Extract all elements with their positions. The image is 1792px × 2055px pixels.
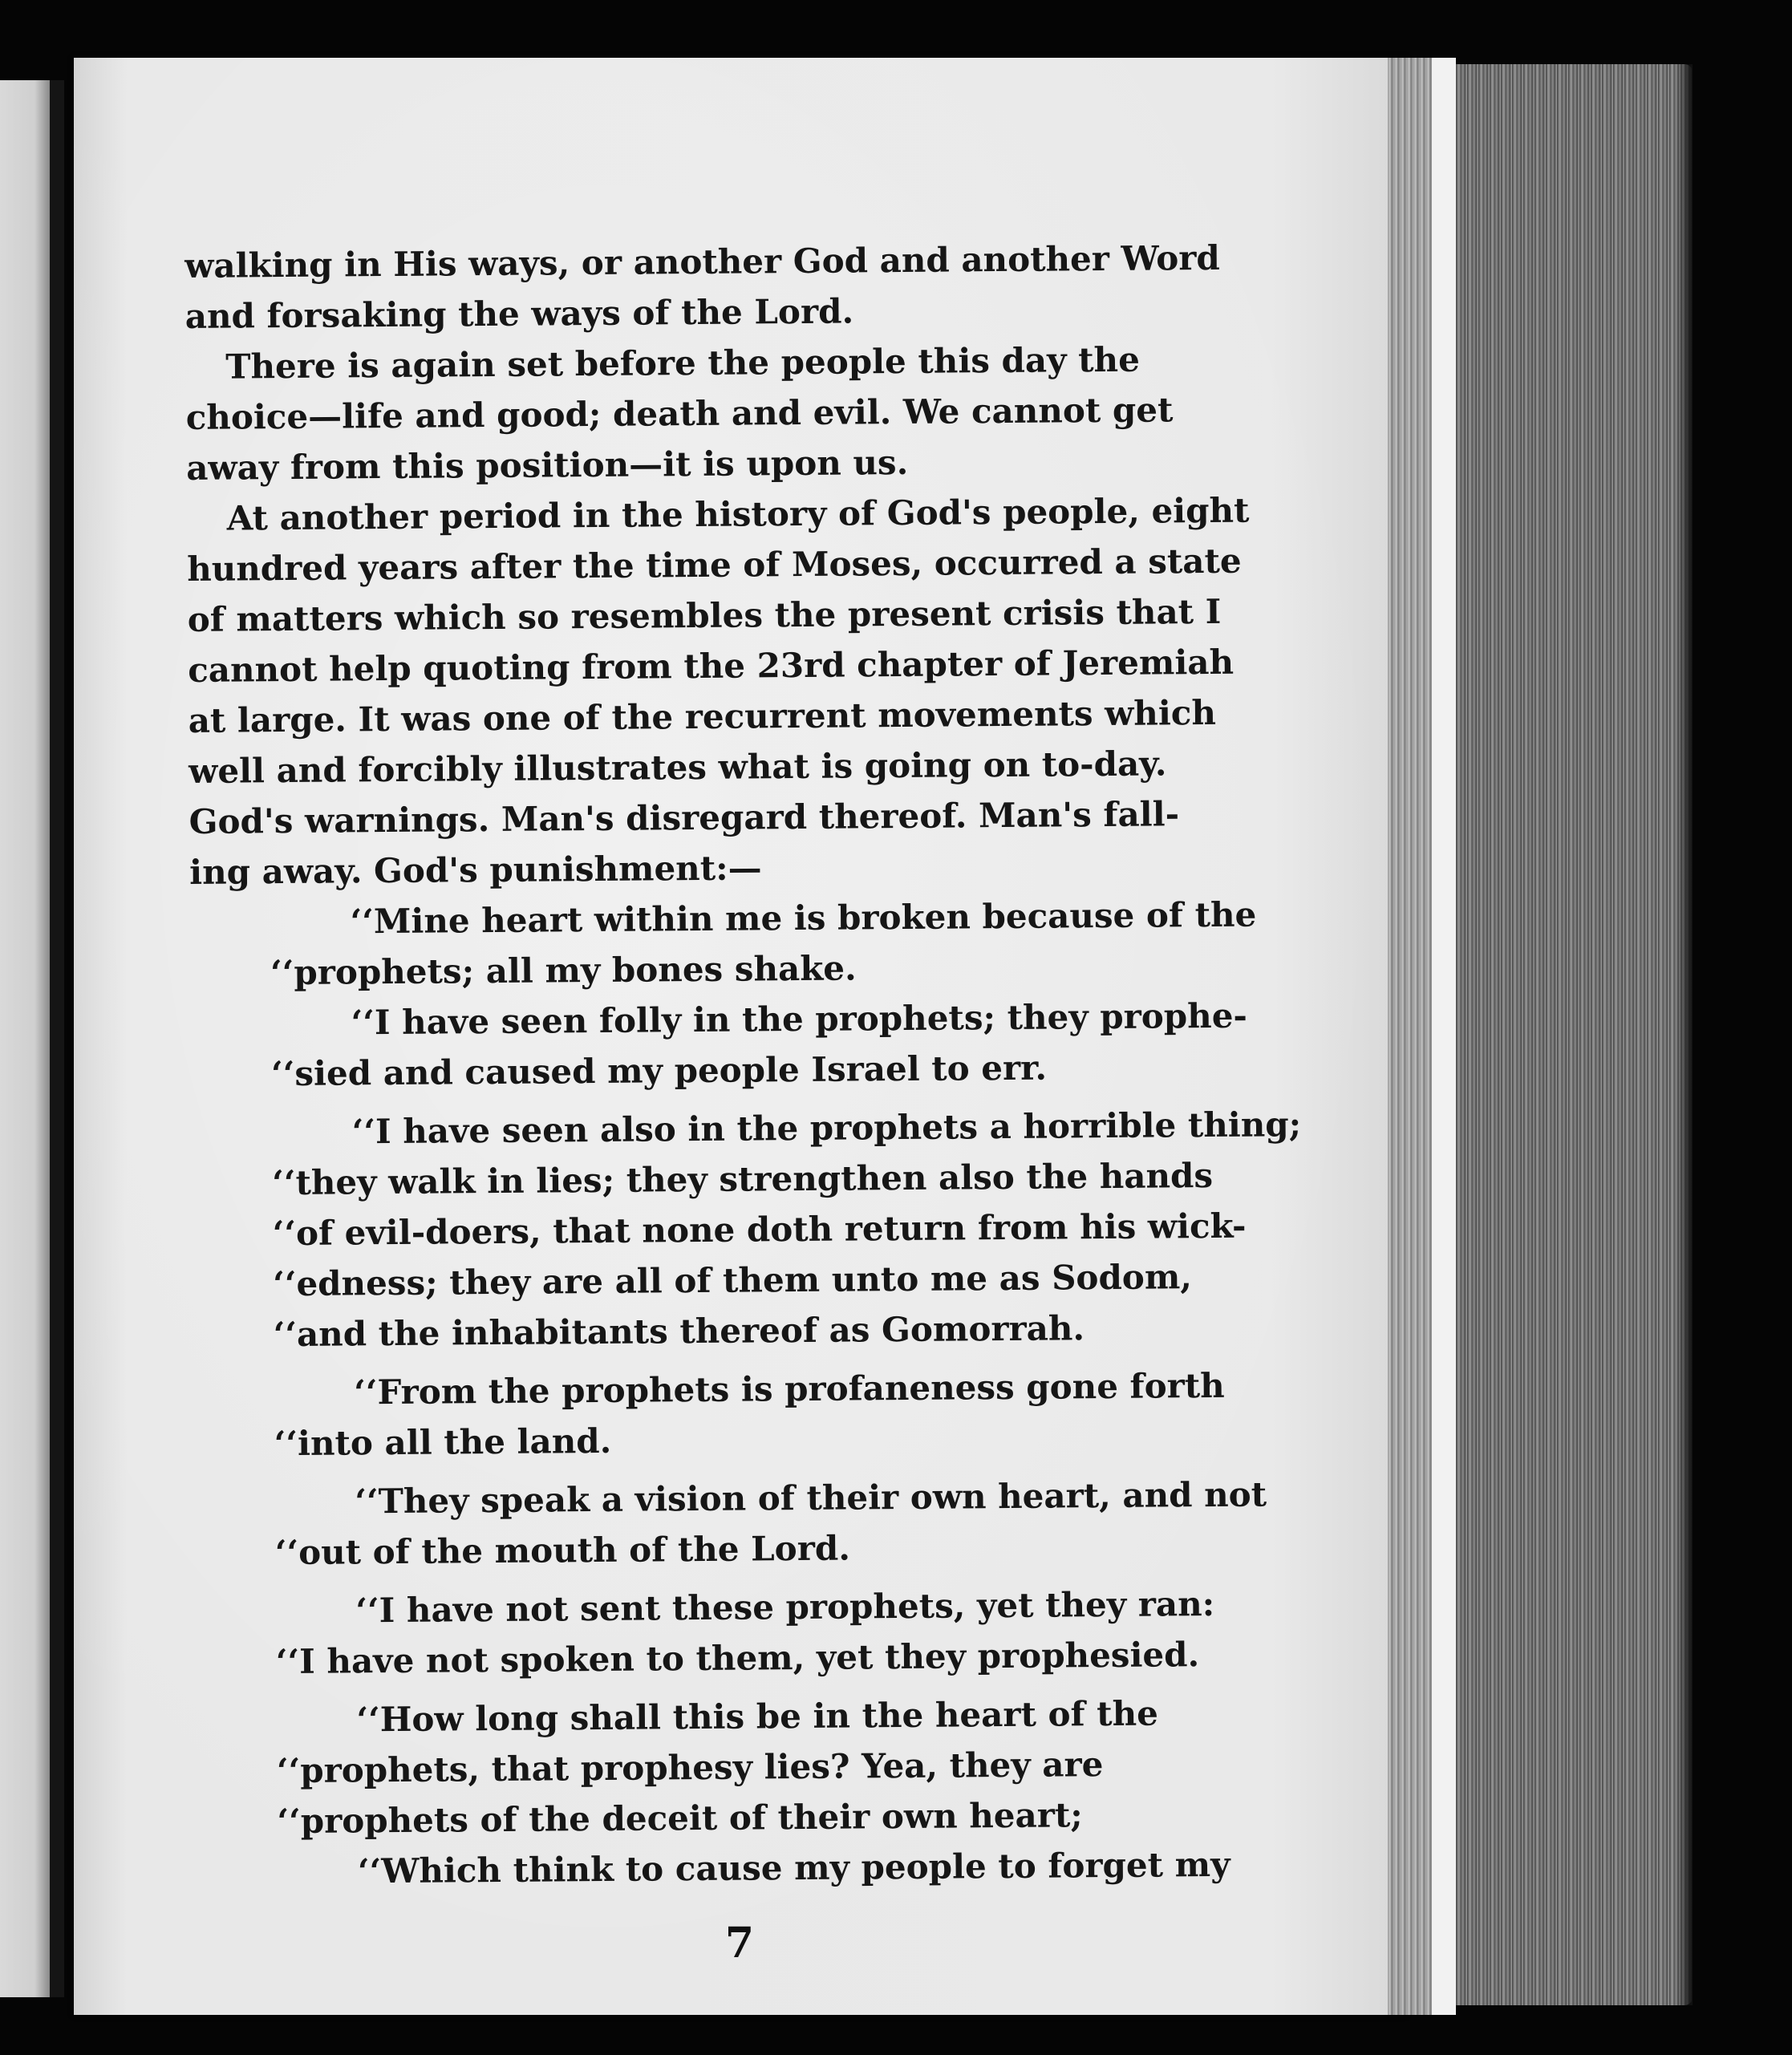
page-gutter [1388, 58, 1432, 2015]
quote-verse [271, 1100, 1302, 1360]
quote-line: ‘‘How long shall this be in the heart of the [356, 1693, 1159, 1740]
quote-line: ‘‘They speak a vision of their own heart, and not [355, 1474, 1267, 1522]
book-edge-shadow [1676, 64, 1693, 2005]
text-line: hundred years after the time of Moses, occurred a state [187, 541, 1242, 589]
text-line: God's warnings. Man's disregard thereof. Man's fall- [189, 794, 1180, 841]
quote-line: ‘‘and the inhabitants thereof as Gomorrah. [273, 1308, 1085, 1355]
paragraph-jeremiah [186, 485, 1256, 898]
facing-page-edge [0, 80, 64, 1997]
quote-line: ‘‘into all the land. [274, 1421, 612, 1464]
quote-line: ‘‘prophets, that prophesy lies? Yea, they are [276, 1745, 1104, 1791]
page-text [184, 233, 1302, 1898]
book-page-edges [1456, 64, 1693, 2005]
text-line: cannot help quoting from the 23rd chapter of Jeremiah [188, 642, 1235, 690]
quote-line: ‘‘prophets of the deceit of their own heart; [277, 1795, 1083, 1842]
text-line: well and forcibly illustrates what is going on to-day. [189, 744, 1167, 791]
quote-line: ‘‘sied and caused my people Israel to err. [270, 1048, 1048, 1094]
quote-line: ‘‘out of the mouth of the Lord. [274, 1528, 851, 1573]
page-gutter-highlight [1432, 58, 1456, 2015]
text-line: At another period in the history of God's people, eight [226, 490, 1250, 538]
quote-verse [270, 890, 1257, 999]
text-line: choice—life and good; death and evil. We cannot get [185, 390, 1174, 437]
quote-line: ‘‘I have not sent these prophets, yet they ran: [355, 1583, 1215, 1631]
quote-verse [275, 1579, 1263, 1688]
quote-line: ‘‘they walk in lies; they strengthen also the hands [272, 1155, 1214, 1203]
text-line: There is again set before the people this day the [225, 339, 1141, 387]
quote-line: ‘‘prophets; all my bones shake. [270, 948, 857, 993]
quote-line: ‘‘From the prophets is profaneness gone forth [354, 1365, 1225, 1413]
quote-line: ‘‘I have not spoken to them, yet they prophesied. [275, 1635, 1200, 1682]
paragraph-choice [185, 334, 1253, 493]
text-line: ing away. God's punishment:— [189, 848, 762, 892]
quote-verse [274, 1469, 1267, 1579]
page-number: 7 [724, 1919, 755, 1968]
quote-line: ‘‘of evil-doers, that none doth return from his wick- [272, 1206, 1247, 1254]
quote-verse [278, 1838, 1264, 1897]
quote-verse [276, 1687, 1263, 1846]
quote-verse [270, 991, 1258, 1100]
quote-line: ‘‘Which think to cause my people to forget my [357, 1844, 1230, 1891]
text-line: at large. It was one of the recurrent movements which [188, 692, 1217, 740]
quote-verse [274, 1360, 1261, 1469]
paragraph-continued [184, 233, 1252, 342]
quote-line: ‘‘edness; they are all of them unto me as Sodom, [273, 1257, 1193, 1304]
quote-line: ‘‘I have seen also in the prophets a horrible thing; [351, 1105, 1302, 1152]
text-line: away from this position—it is upon us. [186, 442, 909, 488]
text-line: and forsaking the ways of the Lord. [184, 291, 854, 336]
text-line: of matters which so resembles the present crisis that I [187, 591, 1222, 639]
quote-line: ‘‘I have seen folly in the prophets; they prophe- [351, 995, 1248, 1043]
text-line: walking in His ways, or another God and another Word [184, 237, 1220, 286]
quote-line: ‘‘Mine heart within me is broken because of the [350, 894, 1257, 942]
